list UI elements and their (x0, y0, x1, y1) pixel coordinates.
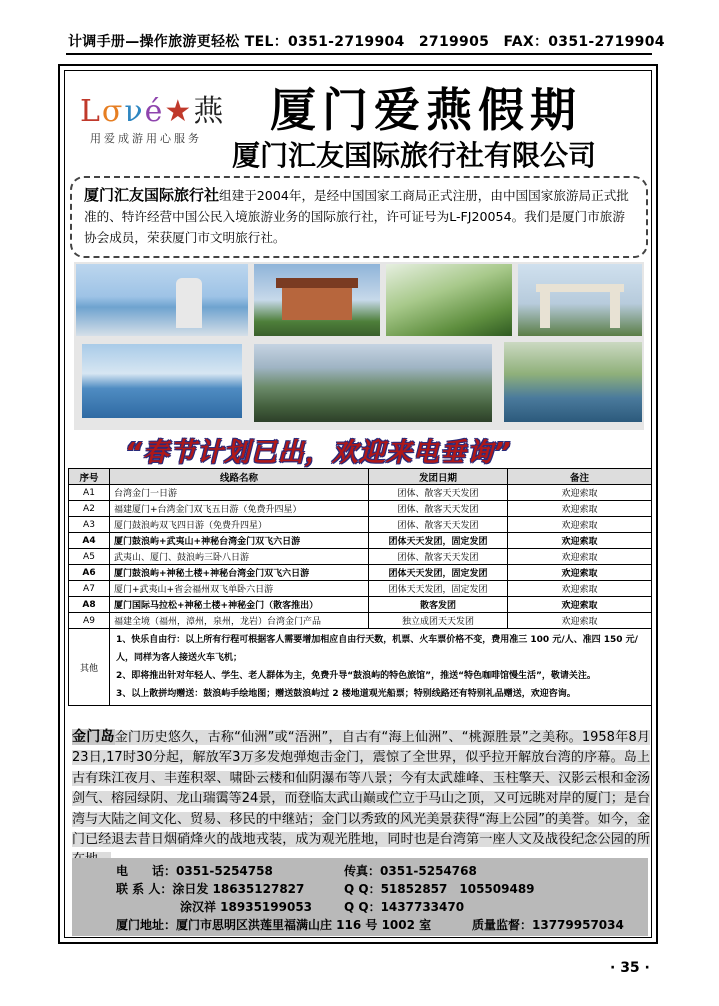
col-header-no: 序号 (69, 469, 110, 485)
contact-qq-2: Q Q：1437733470 (344, 900, 465, 914)
route-note: 欢迎索取 (508, 613, 652, 629)
other-notes (110, 629, 652, 706)
photo-valley (254, 344, 492, 422)
contact-phone: 电 话：0351-5254758 (116, 864, 273, 878)
spring-festival-banner: “春节计划已出，欢迎来电垂询” (125, 438, 512, 468)
other-note-line: 2、即将推出针对年轻人、学生、老人群体为主，免费升导“鼓浪屿的特色旅馆”，推送“特色咖啡馆慢生活”，敬请关注。 (116, 671, 596, 681)
route-date: 团体天天发团，固定发团 (369, 581, 508, 597)
photo-collage (74, 262, 644, 430)
route-note: 欢迎索取 (508, 501, 652, 517)
route-name: 厦门+武夷山+省会福州双飞单卧六日游 (110, 581, 369, 597)
other-note-line: 1、快乐自由行：以上所有行程可根据客人需要增加相应自由行天数，机票、火车票价格不变，费用准三 100 元/人、准四 150 元/人，同样为客人接送火车飞机； (116, 635, 638, 663)
route-date: 散客发团 (369, 597, 508, 613)
route-name: 武夷山、厦门、鼓浪屿三卧八日游 (110, 549, 369, 565)
route-name: 福建全境（福州，漳州，泉州，龙岩）台湾金门产品 (110, 613, 369, 629)
contact-panel (72, 858, 648, 936)
contact-fax: 传真：0351-5254768 (344, 864, 477, 878)
company-name: 厦门汇友国际旅行社有限公司 (232, 139, 597, 172)
contact-address: 厦门地址：厦门市思明区洪莲里福满山庄 116 号 1002 室 (116, 918, 432, 932)
photo-statue (76, 264, 248, 336)
route-no: A1 (69, 485, 110, 501)
photo-hills (386, 264, 512, 336)
intro-lead: 厦门汇友国际旅行社 (84, 186, 220, 204)
route-name: 台湾金门一日游 (110, 485, 369, 501)
route-note: 欢迎索取 (508, 533, 652, 549)
route-note: 欢迎索取 (508, 517, 652, 533)
route-no: A6 (69, 565, 110, 581)
route-name: 厦门鼓浪屿双飞四日游（免费升四星） (110, 517, 369, 533)
brand-logo: Lσνé★燕 (80, 94, 226, 129)
col-header-name: 线路名称 (110, 469, 369, 485)
route-note: 欢迎索取 (508, 485, 652, 501)
route-name: 厦门鼓浪屿+神秘土楼+神秘台湾金门双飞六日游 (110, 565, 369, 581)
col-header-note: 备注 (508, 469, 652, 485)
page-number: · 35 · (610, 960, 650, 976)
photo-gate-tower (254, 264, 380, 336)
route-no: A5 (69, 549, 110, 565)
table-row (69, 549, 652, 565)
route-date: 独立成团天天发团 (369, 613, 508, 629)
photo-archway (518, 264, 642, 336)
route-no: A8 (69, 597, 110, 613)
route-name: 厦门国际马拉松+神秘土楼+神秘金门（散客推出） (110, 597, 369, 613)
route-table (68, 468, 652, 706)
quality-supervision: 质量监督：13779957034 (472, 918, 624, 932)
table-row (69, 501, 652, 517)
photo-bay (504, 342, 642, 422)
company-intro (70, 176, 648, 258)
table-row-other (69, 629, 652, 706)
route-date: 团体、散客天天发团 (369, 501, 508, 517)
route-date: 团体、散客天天发团 (369, 549, 508, 565)
route-date: 团体天天发团，固定发团 (369, 565, 508, 581)
other-note-line: 3、以上散拼均赠送：鼓浪屿手绘地图；赠送鼓浪屿过 2 楼地道观光船票；特别线路还有特别礼品赠送，欢迎咨询。 (116, 689, 576, 699)
route-date: 团体天天发团，固定发团 (369, 533, 508, 549)
route-note: 欢迎索取 (508, 565, 652, 581)
table-row (69, 597, 652, 613)
contact-person-2: 涂汉祥 18935199053 (180, 900, 313, 914)
brand-slogan: 用爱成游用心服务 (90, 132, 202, 145)
table-row (69, 485, 652, 501)
col-header-date: 发团日期 (369, 469, 508, 485)
contact-person-1: 联 系 人：涂日发 18635127827 (116, 882, 305, 896)
photo-coast (82, 344, 242, 418)
route-no: A3 (69, 517, 110, 533)
route-no: A9 (69, 613, 110, 629)
kinmen-title: 金门岛 (72, 729, 115, 745)
intro-text: 组建于2004年，是经中国国家工商局正式注册，由中国国家旅游局正式批准的、特许经营中国公民入境旅游业务的国际旅行社，许可证号为L-FJ20054。我们是厦门市旅游协会成员，荣获厦门市文明旅行社。 (84, 188, 629, 245)
route-name: 厦门鼓浪屿+武夷山+神秘台湾金门双飞六日游 (110, 533, 369, 549)
contact-qq-1: Q Q：51852857 105509489 (344, 882, 535, 896)
header-rule (66, 53, 652, 55)
route-note: 欢迎索取 (508, 581, 652, 597)
route-note: 欢迎索取 (508, 597, 652, 613)
route-date: 团体、散客天天发团 (369, 517, 508, 533)
table-row (69, 517, 652, 533)
table-row (69, 533, 652, 549)
table-row (69, 581, 652, 597)
kinmen-section (72, 727, 650, 871)
route-date: 团体、散客天天发团 (369, 485, 508, 501)
running-header: 计调手册—操作旅游更轻松 TEL：0351-2719904 2719905 FAX：0351-2719904 (68, 34, 665, 50)
table-row (69, 565, 652, 581)
route-name: 福建厦门+台湾金门双飞五日游（免费升四星） (110, 501, 369, 517)
route-no: A7 (69, 581, 110, 597)
table-row (69, 613, 652, 629)
route-no: A4 (69, 533, 110, 549)
brand-title: 厦门爱燕假期 (270, 83, 582, 137)
other-label: 其他 (69, 629, 110, 706)
route-note: 欢迎索取 (508, 549, 652, 565)
kinmen-text: 金门历史悠久，古称“仙洲”或“浯洲”，自古有“海上仙洲”、“桃源胜景”之美称。1958年8月23日,17时30分起，解放军3万多发炮弹炮击金门，震惊了全世界，似乎拉开解放台湾的序幕。岛上古有珠江夜月、丰莲积翠、啸卧云楼和仙阴瀑布等八景；今有太武雄峰、玉柱擎天、汉影云根和金汤剑气、榕园绿阴、龙山瑞霭等24景，而登临太武山巅或伫立于马山之顶，又可远眺对岸的厦门；是台湾与大陆之间文化、贸易、移民的中继站；金门以秀致的风光美景获得“海上公园”的美誉。如今，金门已经退去昔日烟硝烽火的战地戎装，成为观光胜地，同时也是台湾第一座人文及战役纪念公园的所 (72, 730, 650, 867)
route-no: A2 (69, 501, 110, 517)
